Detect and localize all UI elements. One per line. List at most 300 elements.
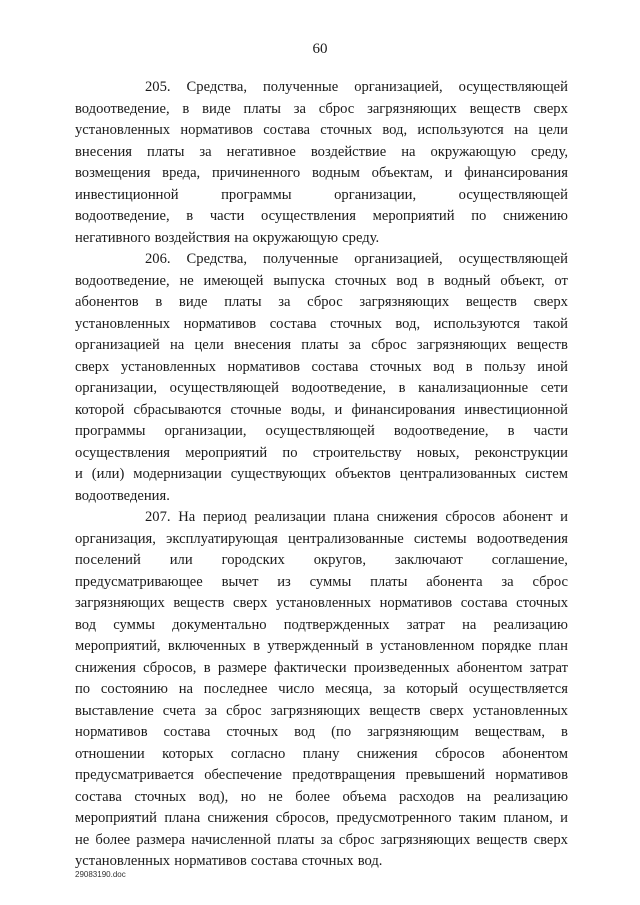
word: организацией, <box>354 79 443 95</box>
word: сети <box>540 380 568 396</box>
word: финансирования <box>351 401 456 418</box>
word: водоотведение, <box>75 100 170 117</box>
word: плану <box>302 745 340 762</box>
word: виде <box>178 294 208 310</box>
word: внесения <box>75 143 133 160</box>
word: предусматривается <box>75 767 194 783</box>
word: платы <box>277 831 315 848</box>
text-line <box>75 550 568 572</box>
word: не <box>268 788 283 805</box>
text-line <box>75 808 568 830</box>
word: нормативов <box>379 595 453 611</box>
word: инвестиционной <box>464 401 568 418</box>
word: организацией, <box>354 251 443 267</box>
word: месяца, <box>325 681 373 697</box>
word: в <box>203 659 211 676</box>
word: сбросов, <box>143 659 197 676</box>
word: осуществляющей <box>169 380 279 396</box>
word: состава <box>250 853 298 869</box>
word: в <box>427 272 435 289</box>
word: вод <box>294 724 316 740</box>
word: вреда, <box>162 165 201 181</box>
word: эксплуатирующая <box>166 530 278 547</box>
word: веществ <box>476 831 528 848</box>
word: суммы <box>113 616 155 633</box>
word: выпуска <box>273 272 325 289</box>
word: сверх <box>233 595 268 611</box>
word: веществ <box>369 702 421 719</box>
word: централизованные <box>288 530 404 547</box>
word: абонентом <box>502 745 568 762</box>
word: реализацию <box>493 788 568 805</box>
word: сброс <box>371 337 407 353</box>
word: в <box>155 294 163 310</box>
word: нормативов <box>227 358 301 375</box>
word: в <box>366 638 373 654</box>
text-line <box>75 851 568 873</box>
word: сточных <box>516 595 568 611</box>
word: и <box>334 401 343 418</box>
word: установленных <box>120 358 216 375</box>
word: снижения <box>376 509 438 525</box>
word: сверх <box>533 831 568 848</box>
word: сточные <box>230 401 282 418</box>
word: от <box>554 272 568 289</box>
word: городских <box>221 552 285 568</box>
word: 205. <box>145 79 171 95</box>
word: платы <box>301 337 339 353</box>
word: веществ <box>516 337 568 353</box>
word: платы <box>243 100 281 117</box>
word: осуществляющей <box>265 423 375 439</box>
word: модернизации <box>133 466 222 482</box>
word: планом, <box>503 810 553 826</box>
word: иной <box>537 358 568 375</box>
word: вод), <box>198 788 229 805</box>
word: пользу <box>484 358 526 375</box>
text-line <box>75 830 568 852</box>
word: и <box>75 466 83 482</box>
word: организацией <box>75 337 160 353</box>
word: за <box>348 337 362 353</box>
word: за <box>383 681 396 697</box>
word: организации, <box>75 380 157 396</box>
word: водоотведение, <box>75 272 170 289</box>
word: но <box>240 788 256 805</box>
word: загрязняющих <box>270 702 361 719</box>
word: более <box>95 831 131 848</box>
word: веществ <box>173 595 225 611</box>
word: сброс <box>532 573 568 590</box>
text-line <box>75 572 568 594</box>
word: состава <box>311 358 359 375</box>
word: сверх <box>429 702 464 719</box>
word: вод, <box>395 315 421 332</box>
word: период <box>202 509 247 525</box>
word: состава <box>269 315 317 332</box>
word: сточных <box>134 788 187 805</box>
word: установленном <box>380 638 475 654</box>
word: предусмотренного <box>336 810 452 826</box>
word: на <box>178 681 193 697</box>
text-line <box>75 787 568 809</box>
word: размере <box>217 659 267 676</box>
word: на <box>170 337 185 353</box>
word: снижения <box>207 810 269 826</box>
word: утвержденный <box>267 638 359 654</box>
word: сточных <box>369 358 422 375</box>
word: окружающую <box>430 143 516 160</box>
word: имеющей <box>203 272 264 289</box>
word: абонентом <box>456 659 523 676</box>
word: установленных <box>472 702 568 719</box>
word: и <box>444 165 453 181</box>
word: нормативов <box>75 724 148 740</box>
word: загрязняющих <box>380 831 471 848</box>
word: снижению <box>502 208 568 224</box>
word: (по <box>331 724 352 740</box>
word: подтвержденных <box>283 616 390 633</box>
word: объема <box>342 788 387 805</box>
word: начисленной <box>191 831 272 848</box>
word: платы <box>147 143 185 160</box>
word: не <box>179 272 194 289</box>
word: затрат <box>406 616 445 633</box>
word: затрат <box>529 659 568 676</box>
word: в <box>561 724 568 740</box>
word: за <box>199 143 212 160</box>
word: воздействие <box>310 143 387 160</box>
word: возмещения <box>75 165 151 181</box>
word: новых, <box>416 444 460 461</box>
word: Средства, <box>186 79 247 95</box>
word: инвестиционной <box>75 186 179 203</box>
word: документально <box>172 616 267 633</box>
word: состоянию <box>100 681 168 697</box>
word: расходов <box>398 788 455 805</box>
paragraph <box>75 249 568 507</box>
word: за <box>204 702 218 719</box>
word: сбросов, <box>275 810 330 826</box>
text-line <box>75 421 568 443</box>
word: суммы <box>309 573 352 590</box>
text-line <box>75 529 568 551</box>
word: состава <box>75 788 122 805</box>
word: платы <box>224 294 262 310</box>
text-line <box>75 335 568 357</box>
text-line <box>75 765 568 787</box>
word: загрязняющих <box>359 294 450 310</box>
word: который <box>406 681 459 697</box>
word: 207. <box>145 509 171 525</box>
word: вод <box>75 616 97 633</box>
word: вод. <box>357 853 383 869</box>
text-line <box>75 77 568 99</box>
word: осуществляющей <box>458 186 568 203</box>
word: снижения <box>356 745 418 762</box>
word: нормативов <box>495 767 568 783</box>
word: сточных <box>301 853 354 869</box>
word: которой <box>75 401 125 418</box>
word: среду. <box>342 229 380 246</box>
text-line <box>75 120 568 142</box>
word: произведенных <box>353 659 450 676</box>
text-line <box>75 615 568 637</box>
word: водоотведения. <box>75 487 170 504</box>
word: объект, <box>500 272 545 289</box>
word: фактически <box>273 659 347 676</box>
word: канализационные <box>418 380 529 396</box>
word: веществ <box>465 294 517 310</box>
word: сверх <box>533 100 568 117</box>
word: негативного <box>75 229 151 246</box>
word: последнее <box>203 681 268 697</box>
word: систем <box>525 466 568 482</box>
word: за <box>278 294 291 310</box>
word: 206. <box>145 251 171 267</box>
word: платы <box>370 573 408 590</box>
word: в <box>465 358 473 375</box>
text-line <box>75 228 568 250</box>
word: абонент <box>502 509 553 525</box>
word: нормативов <box>183 315 257 332</box>
word: порядке <box>481 638 532 654</box>
word: воды, <box>290 401 326 418</box>
word: внесения <box>234 337 292 353</box>
word: и <box>560 810 568 826</box>
word: плана <box>164 810 201 826</box>
text-line <box>75 163 568 185</box>
word: заключают <box>394 552 463 568</box>
text-line <box>75 271 568 293</box>
text-line <box>75 378 568 400</box>
text-line <box>75 443 568 465</box>
word: состава <box>460 595 508 611</box>
word: мероприятий <box>372 208 455 224</box>
text-line <box>75 722 568 744</box>
text-line <box>75 507 568 529</box>
word: вычет <box>221 573 259 590</box>
word: по <box>75 681 91 697</box>
word: мероприятий, <box>75 638 161 654</box>
word: на <box>401 143 416 160</box>
word: или <box>169 552 193 568</box>
paragraph <box>75 77 568 249</box>
word: Средства, <box>186 251 247 267</box>
word: установленных <box>275 595 372 611</box>
word: на <box>466 788 482 805</box>
word: в <box>507 423 515 439</box>
word: сбросов <box>435 745 485 762</box>
word: загрязняющим <box>367 724 459 740</box>
word: таким <box>458 810 497 826</box>
word: обеспечение <box>204 767 282 783</box>
word: за <box>320 831 333 848</box>
word: водоотведения <box>476 530 568 547</box>
word: сточных <box>330 315 382 332</box>
word: выставление <box>75 702 154 719</box>
word: организации, <box>334 186 417 203</box>
word: причиненного <box>211 165 301 181</box>
page-number: 60 <box>312 41 328 57</box>
word: программы <box>221 186 292 203</box>
word: установленных <box>75 853 171 869</box>
text-line <box>75 292 568 314</box>
word: на <box>234 229 249 246</box>
word: включенных <box>167 638 246 654</box>
word: сброс <box>338 831 375 848</box>
word: вод <box>433 358 455 375</box>
word: сброс <box>318 100 355 117</box>
word: осуществляющей <box>458 79 568 95</box>
text-line <box>75 593 568 615</box>
word: окружающую <box>252 229 339 246</box>
word: сброс <box>307 294 343 310</box>
word: водным <box>311 165 360 181</box>
word: отношении <box>75 745 145 762</box>
word: за <box>293 100 306 117</box>
word: осуществляющей <box>458 251 568 267</box>
word: системы <box>413 530 467 547</box>
word: водоотведение, <box>75 208 170 224</box>
word: абонентов <box>75 294 139 310</box>
word: негативное <box>226 143 296 160</box>
word: сбрасываются <box>133 401 222 418</box>
word: загрязняющих <box>416 337 507 353</box>
word: объектам, <box>371 165 433 181</box>
word: которых <box>162 745 214 762</box>
word: в <box>186 208 194 224</box>
text-line <box>75 679 568 701</box>
word: используются <box>417 122 504 138</box>
word: вод <box>396 272 418 289</box>
text-line <box>75 185 568 207</box>
word: счета <box>162 702 196 719</box>
word: нормативов <box>174 853 247 869</box>
word: загрязняющих <box>75 595 165 611</box>
word: организации, <box>164 423 247 439</box>
word: цели <box>194 337 224 353</box>
word: водный <box>444 272 491 289</box>
word: (или) <box>91 466 125 482</box>
word: сточных <box>226 724 279 740</box>
word: согласно <box>230 745 286 762</box>
word: состава <box>163 724 211 740</box>
word: осуществления <box>260 208 356 224</box>
text-line <box>75 249 568 271</box>
word: сточных <box>320 122 373 138</box>
word: на <box>513 122 529 138</box>
text-line <box>75 464 568 486</box>
text-line <box>75 99 568 121</box>
text-line <box>75 357 568 379</box>
text-line <box>75 142 568 164</box>
word: число <box>278 681 315 697</box>
word: за <box>501 573 514 590</box>
text-line <box>75 400 568 422</box>
document-body <box>75 77 568 873</box>
word: централизованных <box>399 466 517 482</box>
word: по <box>471 208 487 224</box>
word: осуществления <box>75 444 170 461</box>
word: организация, <box>75 530 156 547</box>
paragraph <box>75 507 568 873</box>
word: в <box>398 380 406 396</box>
word: цели <box>538 122 568 138</box>
word: реализацию <box>493 616 568 633</box>
word: в <box>182 100 190 117</box>
word: осуществляется <box>468 681 568 697</box>
word: более <box>295 788 330 805</box>
text-line <box>75 658 568 680</box>
word: округов, <box>313 552 366 568</box>
word: веществ <box>469 100 521 117</box>
word: по <box>282 444 298 461</box>
word: среду, <box>531 143 568 160</box>
word: полученные <box>262 251 339 267</box>
word: части <box>209 208 245 224</box>
word: реконструкции <box>474 444 568 461</box>
word: снижения <box>75 659 136 676</box>
word: водоотведение, <box>393 423 489 439</box>
word: плана <box>333 509 370 525</box>
word: вод, <box>382 122 408 138</box>
word: водоотведение, <box>291 380 387 396</box>
word: сбросов <box>445 509 496 525</box>
word: строительству <box>312 444 402 461</box>
word: такой <box>533 315 568 332</box>
text-line <box>75 636 568 658</box>
word: полученные <box>262 79 339 95</box>
word: загрязняющих <box>367 100 457 117</box>
word: состава <box>263 122 311 138</box>
text-line <box>75 744 568 766</box>
word: установленных <box>75 315 171 332</box>
word: существующих <box>230 466 327 482</box>
word: виде <box>202 100 231 117</box>
word: воздействия <box>154 229 231 246</box>
word: финансирования <box>464 165 568 181</box>
word: установленных <box>75 122 171 138</box>
word: сверх <box>533 294 568 310</box>
word: сточных <box>334 272 387 289</box>
word: в <box>253 638 261 654</box>
word: реализации <box>254 509 326 525</box>
word: объектов <box>335 466 391 482</box>
word: мероприятий <box>185 444 268 461</box>
text-line <box>75 206 568 228</box>
word: программы <box>75 423 146 439</box>
text-line <box>75 486 568 508</box>
word: веществам, <box>474 724 546 740</box>
word: нормативов <box>180 122 253 138</box>
word: сверх <box>75 358 110 375</box>
word: мероприятий <box>75 810 157 826</box>
word: превышений <box>405 767 486 783</box>
word: используются <box>433 315 520 332</box>
word: предусматривающее <box>75 573 203 590</box>
word: части <box>533 423 568 439</box>
word: не <box>75 831 90 848</box>
word: абонента <box>426 573 483 590</box>
word: На <box>178 509 196 525</box>
word: соглашение, <box>491 552 568 568</box>
word: на <box>462 616 477 633</box>
word: план <box>538 638 568 654</box>
text-line <box>75 701 568 723</box>
word: из <box>277 573 291 590</box>
text-line <box>75 314 568 336</box>
